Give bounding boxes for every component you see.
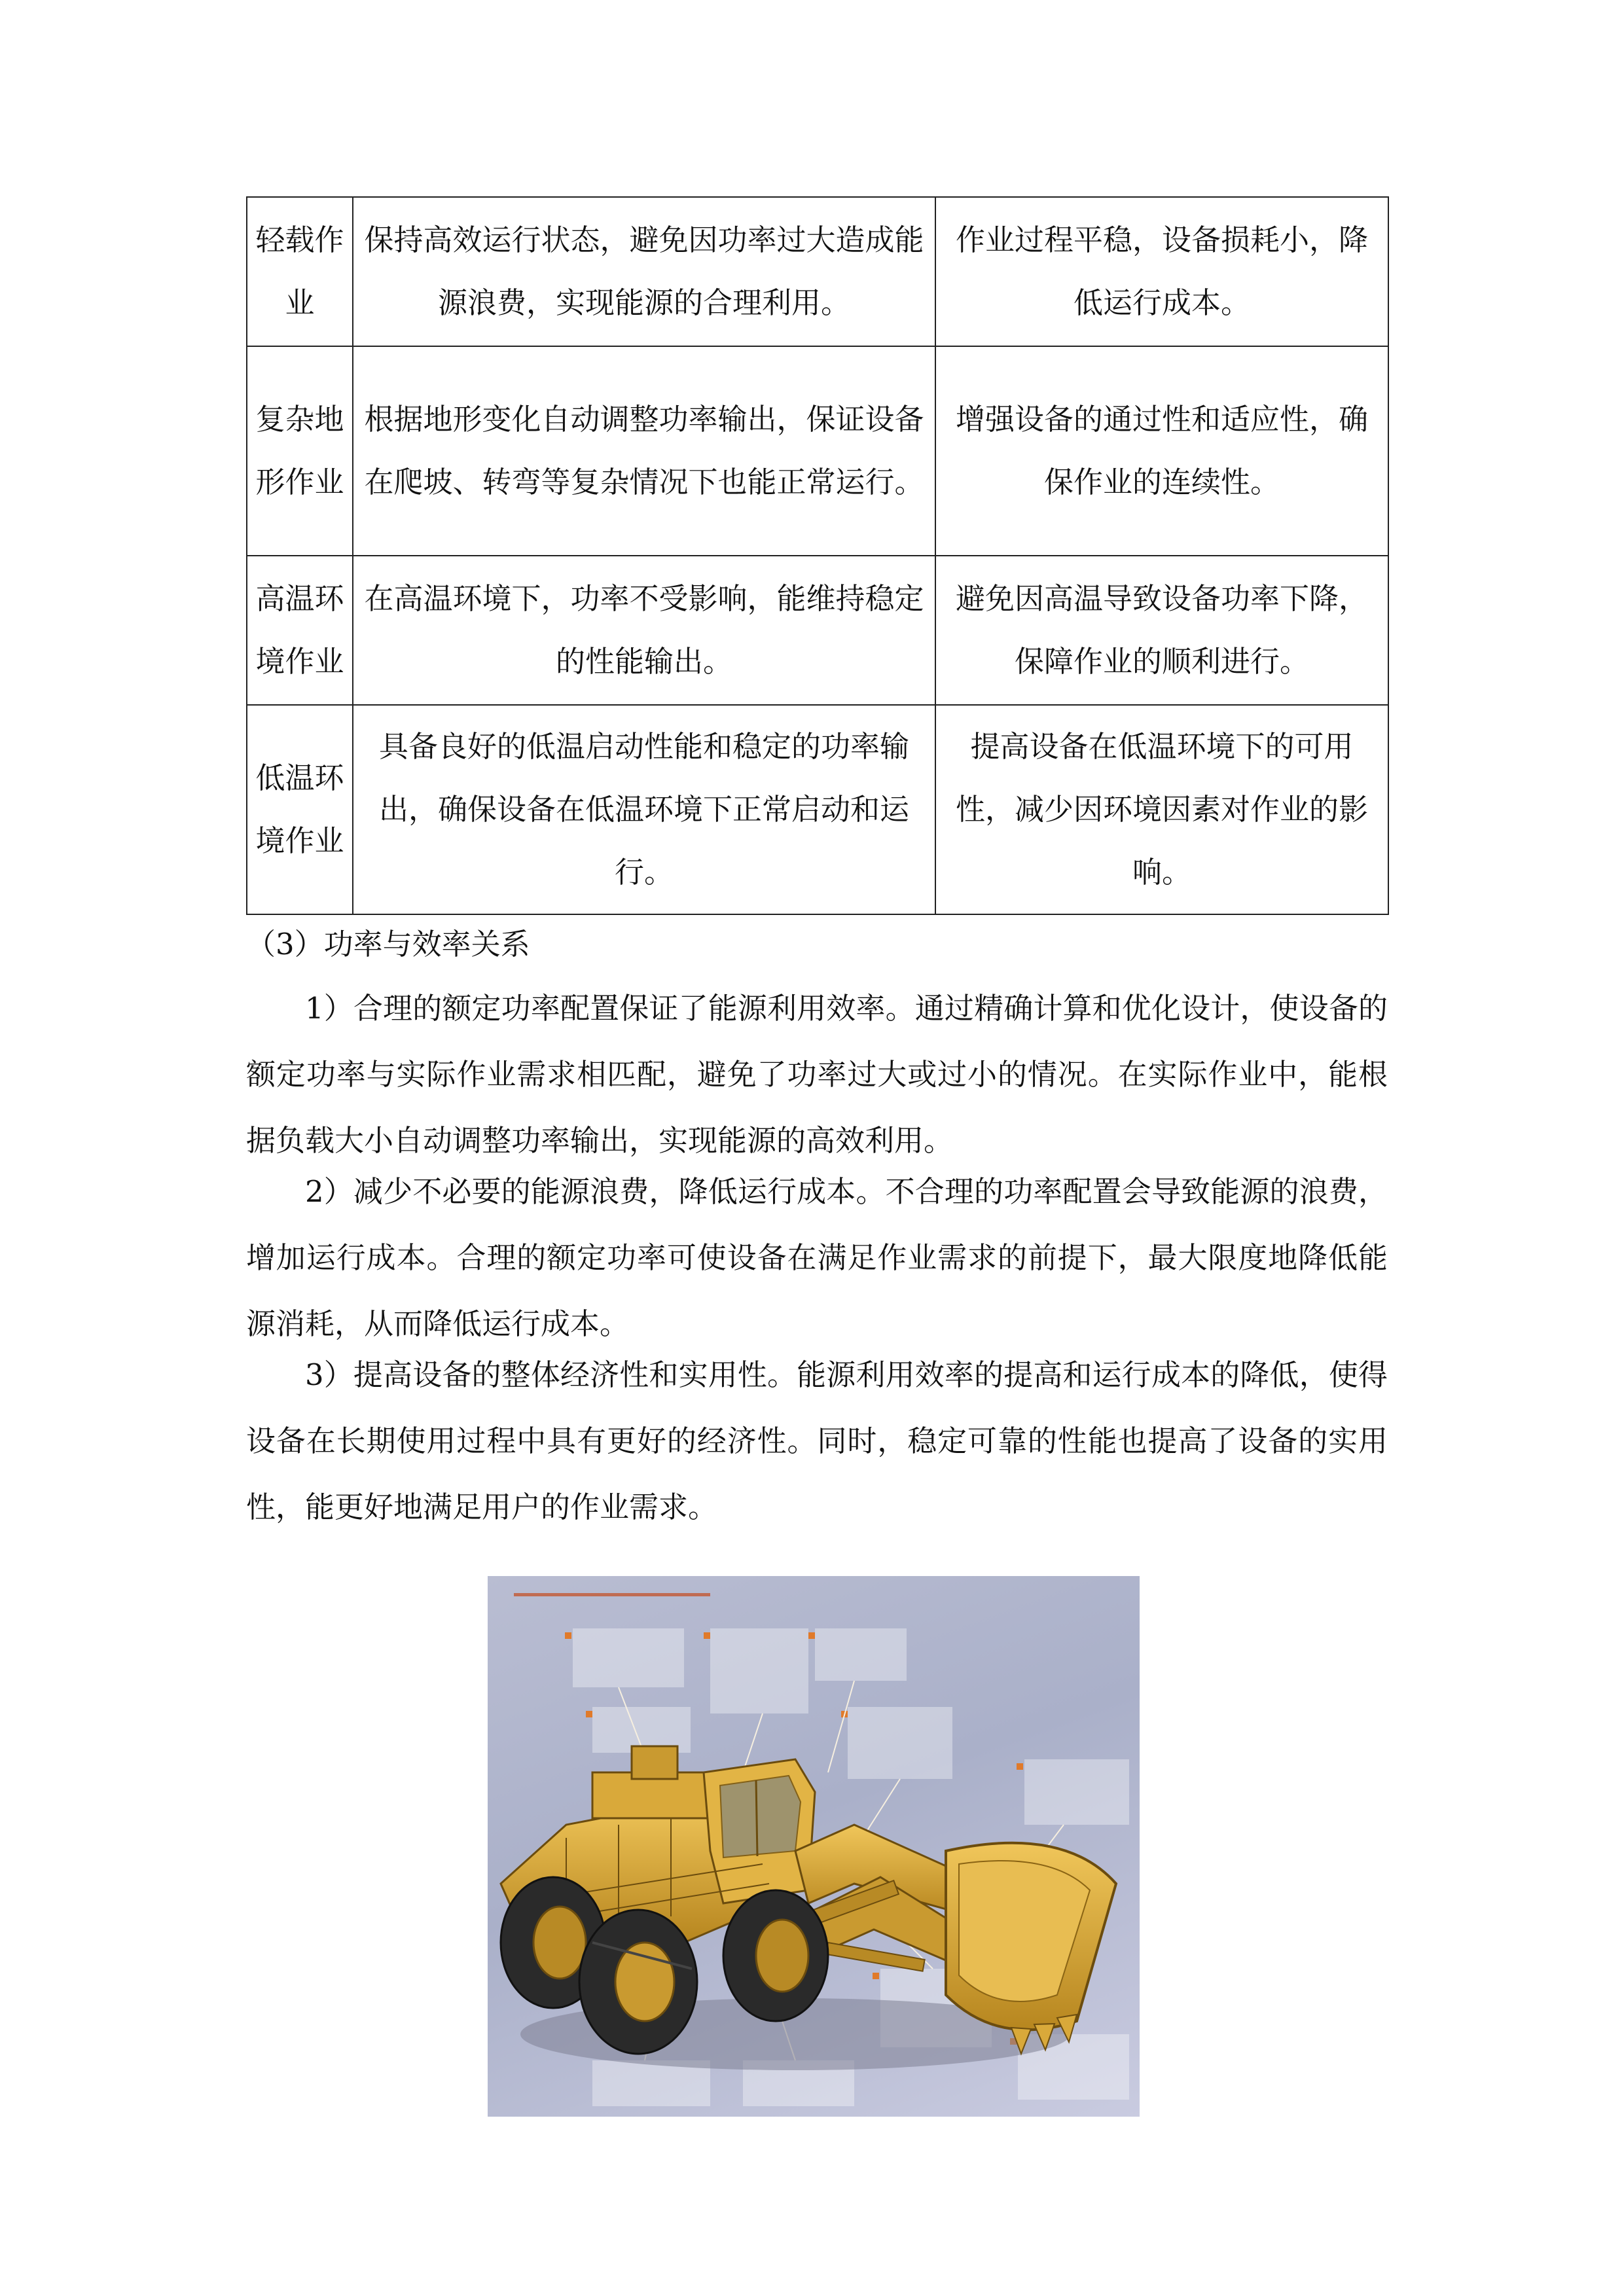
effect-cell: 避免因高温导致设备功率下降，保障作业的顺利进行。	[935, 556, 1388, 705]
table-row	[247, 556, 1388, 705]
table-row	[247, 346, 1388, 556]
loader-drawing	[488, 1576, 1140, 2117]
effect-cell: 作业过程平稳，设备损耗小，降低运行成本。	[935, 197, 1388, 346]
behavior-cell: 保持高效运行状态，避免因功率过大造成能源浪费，实现能源的合理利用。	[353, 197, 935, 346]
condition-cell: 高温环境作业	[247, 556, 353, 705]
behavior-cell: 根据地形变化自动调整功率输出，保证设备在爬坡、转弯等复杂情况下也能正常运行。	[353, 346, 935, 556]
paragraph: 2）减少不必要的能源浪费，降低运行成本。不合理的功率配置会导致能源的浪费，增加运行成本。合理的额定功率可使设备在满足作业需求的前提下，最大限度地降低能源消耗，从而降低运行成本。	[246, 1174, 1388, 1341]
section-heading: （3）功率与效率关系	[246, 927, 530, 961]
operating-conditions-table	[246, 196, 1389, 915]
behavior-cell: 具备良好的低温启动性能和稳定的功率输出，确保设备在低温环境下正常启动和运行。	[353, 705, 935, 914]
paragraph: 3）提高设备的整体经济性和实用性。能源利用效率的提高和运行成本的降低，使得设备在长期使用过程中具有更好的经济性。同时，稳定可靠的性能也提高了设备的实用性，能更好地满足用户的作业需求。	[246, 1357, 1388, 1524]
behavior-cell: 在高温环境下，功率不受影响，能维持稳定的性能输出。	[353, 556, 935, 705]
condition-cell: 低温环境作业	[247, 705, 353, 914]
table-row	[247, 705, 1388, 914]
paragraph: 1）合理的额定功率配置保证了能源利用效率。通过精确计算和优化设计，使设备的额定功率与实际作业需求相匹配，避免了功率过大或过小的情况。在实际作业中，能根据负载大小自动调整功率输出，实现能源的高效利用。	[246, 991, 1388, 1158]
effect-cell: 增强设备的通过性和适应性，确保作业的连续性。	[935, 346, 1388, 556]
condition-cell: 轻载作业	[247, 197, 353, 346]
table-row	[247, 197, 1388, 346]
loader-illustration	[488, 1576, 1140, 2117]
condition-cell: 复杂地形作业	[247, 346, 353, 556]
effect-cell: 提高设备在低温环境下的可用性，减少因环境因素对作业的影响。	[935, 705, 1388, 914]
